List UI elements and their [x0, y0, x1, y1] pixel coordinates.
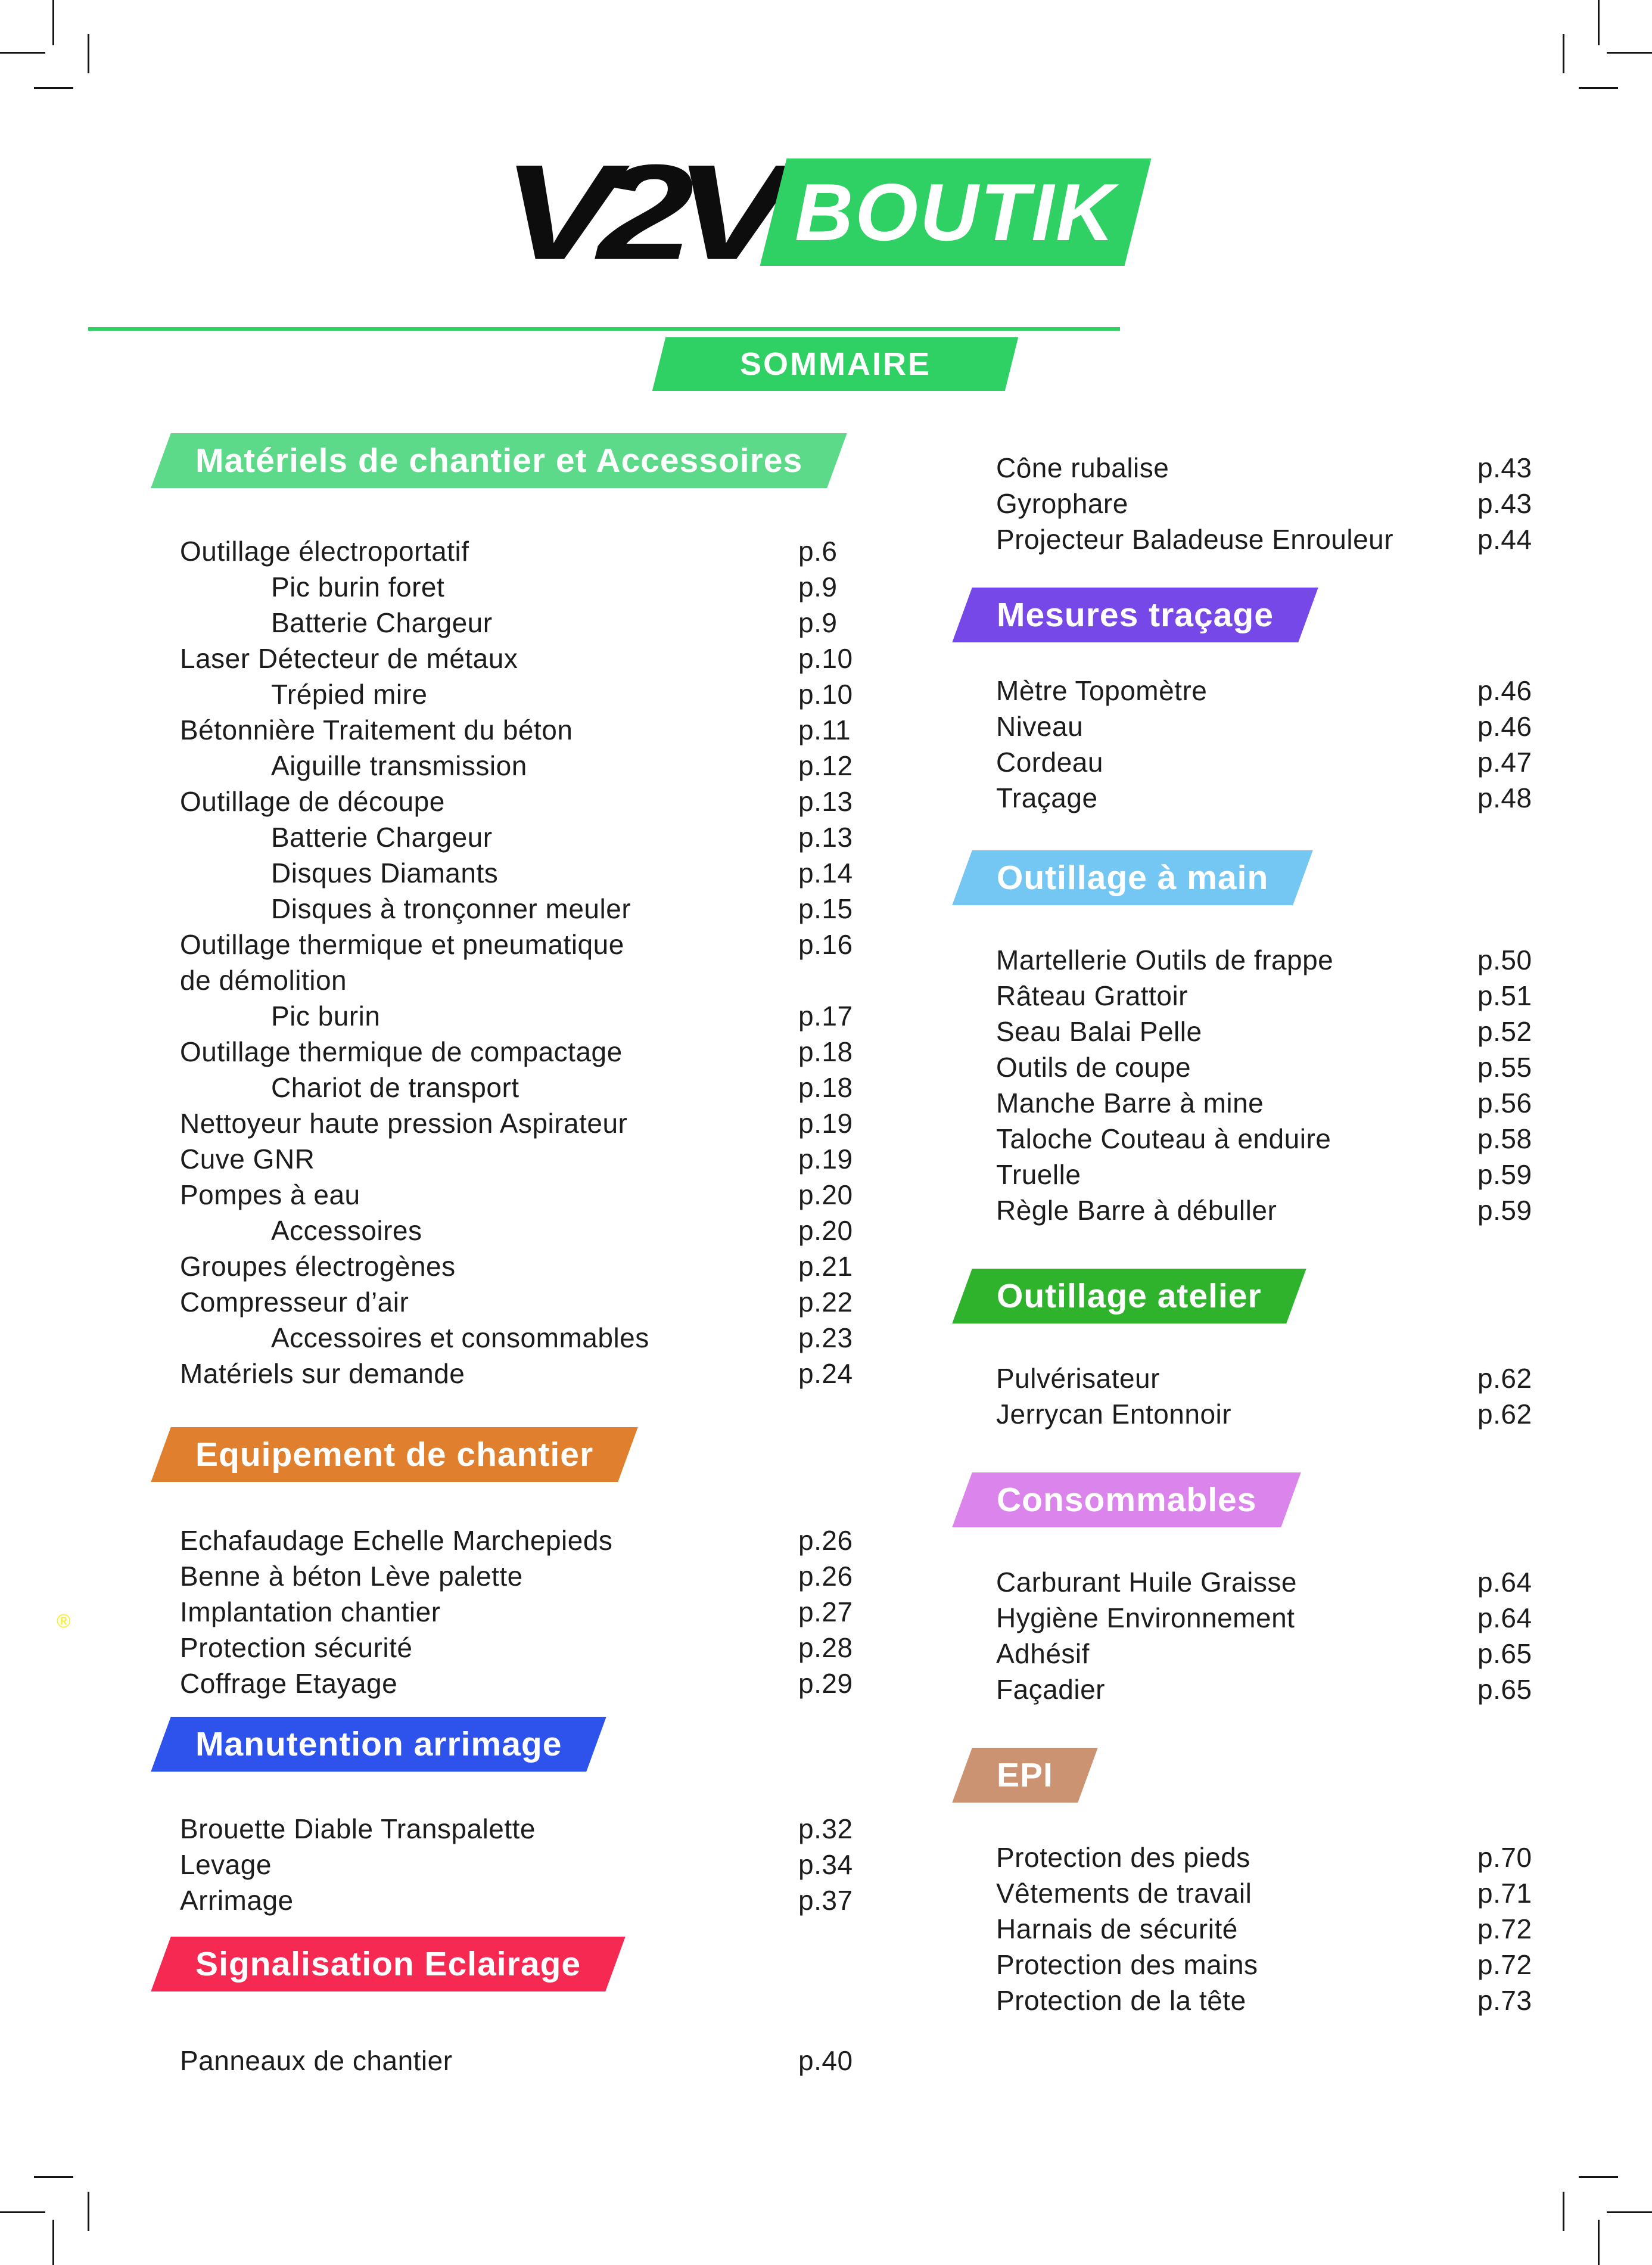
toc-row-manche-barre-a-mine	[962, 1085, 1652, 1121]
toc-entry-page-number: p.40	[798, 2045, 853, 2076]
toc-entry-label: Truelle	[996, 1159, 1081, 1190]
toc-entry-label: Outillage de découpe	[180, 786, 445, 817]
toc-row-projecteur-baladeuse-enrouleur	[962, 521, 1652, 557]
toc-entry-page-number: p.44	[1477, 524, 1532, 555]
toc-entry-page-number: p.46	[1477, 675, 1532, 706]
toc-entry-page-number: p.26	[798, 1525, 853, 1556]
section-banner-manutention-arrimage	[151, 1717, 606, 1772]
toc-entry-label: Trépied mire	[271, 679, 428, 710]
toc-row-cuve-gnr	[161, 1141, 929, 1177]
toc-entry-page-number: p.6	[798, 536, 838, 567]
toc-row-nettoyeur-haute-pression-aspirateur	[161, 1105, 929, 1141]
toc-entry-page-number: p.43	[1477, 488, 1532, 519]
toc-entry-label: Nettoyeur haute pression Aspirateur	[180, 1108, 628, 1139]
toc-entry-page-number: p.37	[798, 1885, 853, 1916]
toc-entry-page-number: p.64	[1477, 1602, 1532, 1633]
crop-mark	[0, 52, 45, 54]
toc-entry-label: Accessoires	[271, 1215, 422, 1246]
toc-entry-page-number: p.19	[798, 1108, 853, 1139]
crop-mark	[1607, 2211, 1652, 2213]
toc-row-pic-burin-foret	[161, 569, 929, 605]
toc-row-protection-de-la-tete	[962, 1983, 1652, 2018]
toc-entry-page-number: p.28	[798, 1632, 853, 1663]
toc-row-tracage	[962, 780, 1652, 816]
toc-entry-page-number: p.34	[798, 1849, 853, 1880]
toc-entry-label: Protection des pieds	[996, 1842, 1250, 1873]
toc-entry-page-number: p.16	[798, 929, 853, 960]
crop-mark	[1579, 87, 1618, 89]
toc-entry-page-number: p.62	[1477, 1363, 1532, 1394]
section-banner-label: Outillage atelier	[997, 1277, 1262, 1315]
crop-mark	[1563, 34, 1564, 73]
toc-row-jerrycan-entonnoir	[962, 1396, 1652, 1432]
toc-row-disques-a-tronconner-meuler	[161, 891, 929, 927]
toc-entry-page-number: p.29	[798, 1668, 853, 1699]
toc-row-chariot-de-transport	[161, 1070, 929, 1105]
toc-entry-page-number: p.19	[798, 1144, 853, 1175]
toc-row-pic-burin	[161, 998, 929, 1034]
toc-entry-label: Aiguille transmission	[271, 750, 527, 781]
toc-entry-page-number: p.32	[798, 1813, 853, 1844]
toc-entry-label: Outils de coupe	[996, 1052, 1191, 1083]
toc-row-pompes-a-eau	[161, 1177, 929, 1213]
toc-row-facadier	[962, 1671, 1652, 1707]
toc-entry-page-number: p.23	[798, 1322, 853, 1353]
toc-column-right	[962, 0, 1652, 2265]
toc-entry-page-number: p.55	[1477, 1052, 1532, 1083]
toc-entry-page-number: p.10	[798, 643, 853, 674]
toc-entry-label: Outillage thermique et pneumatique	[180, 929, 624, 960]
toc-entry-page-number: p.72	[1477, 1913, 1532, 1944]
toc-row-cordeau	[962, 744, 1652, 780]
toc-row-pulverisateur	[962, 1360, 1652, 1396]
section-banner-materiels-de-chantier-et-accessoires	[151, 433, 847, 488]
toc-row-seau-balai-pelle	[962, 1014, 1652, 1049]
toc-row-taloche-couteau-a-enduire	[962, 1121, 1652, 1157]
registered-mark-icon: ®	[57, 1610, 71, 1632]
toc-entry-label: Cuve GNR	[180, 1144, 315, 1175]
toc-row-disques-diamants	[161, 855, 929, 891]
toc-entry-label: Façadier	[996, 1674, 1105, 1705]
toc-entry-page-number: p.73	[1477, 1985, 1532, 2016]
toc-entry-label: Disques à tronçonner meuler	[271, 893, 631, 924]
toc-entry-label: Cône rubalise	[996, 452, 1169, 483]
toc-row-de-demolition	[161, 962, 929, 998]
toc-entry-label: Batterie Chargeur	[271, 822, 493, 853]
toc-entry-label: Outillage électroportatif	[180, 536, 469, 567]
toc-entry-label: Pic burin foret	[271, 571, 445, 602]
toc-entry-page-number: p.10	[798, 679, 853, 710]
toc-entry-label: Taloche Couteau à enduire	[996, 1123, 1331, 1154]
toc-row-truelle	[962, 1157, 1652, 1192]
toc-entry-label: Echafaudage Echelle Marchepieds	[180, 1525, 613, 1556]
toc-entry-page-number: p.14	[798, 857, 853, 888]
toc-row-outillage-thermique-de-compactage	[161, 1034, 929, 1070]
toc-row-harnais-de-securite	[962, 1911, 1652, 1947]
section-banner-equipement-de-chantier	[151, 1427, 638, 1482]
crop-mark	[34, 87, 73, 89]
toc-entry-label: Brouette Diable Transpalette	[180, 1813, 536, 1844]
crop-mark	[1579, 2176, 1618, 2178]
toc-entry-label: Seau Balai Pelle	[996, 1016, 1202, 1047]
toc-row-benne-a-beton-leve-palette	[161, 1558, 929, 1594]
toc-entry-label: Jerrycan Entonnoir	[996, 1399, 1232, 1430]
toc-entry-page-number: p.59	[1477, 1159, 1532, 1190]
crop-mark	[1563, 2192, 1564, 2231]
toc-entry-page-number: p.9	[798, 571, 838, 602]
toc-entry-page-number: p.15	[798, 893, 853, 924]
crop-mark	[1598, 0, 1600, 45]
toc-row-gyrophare	[962, 486, 1652, 521]
toc-entry-label: Mètre Topomètre	[996, 675, 1208, 706]
toc-entry-page-number: p.65	[1477, 1638, 1532, 1669]
toc-row-laser-detecteur-de-metaux	[161, 641, 929, 676]
toc-row-cone-rubalise	[962, 450, 1652, 486]
section-banner-mesures-tracage	[952, 588, 1318, 642]
toc-row-groupes-electrogenes	[161, 1248, 929, 1284]
toc-entry-label: Carburant Huile Graisse	[996, 1567, 1297, 1598]
toc-row-implantation-chantier	[161, 1594, 929, 1630]
toc-entry-label: Vêtements de travail	[996, 1878, 1252, 1909]
section-banner-label: Equipement de chantier	[195, 1436, 594, 1474]
toc-row-hygiene-environnement	[962, 1600, 1652, 1636]
toc-entry-label: Matériels sur demande	[180, 1358, 465, 1389]
toc-entry-page-number: p.71	[1477, 1878, 1532, 1909]
toc-entry-page-number: p.22	[798, 1287, 853, 1318]
toc-entry-label: Protection sécurité	[180, 1632, 413, 1663]
toc-entry-label: Batterie Chargeur	[271, 607, 493, 638]
toc-entry-page-number: p.17	[798, 1001, 853, 1031]
section-banner-signalisation-eclairage	[151, 1937, 626, 1991]
section-banner-epi	[952, 1748, 1097, 1803]
toc-row-rateau-grattoir	[962, 978, 1652, 1014]
toc-entry-label: Manche Barre à mine	[996, 1088, 1264, 1118]
toc-entry-label: Levage	[180, 1849, 272, 1880]
toc-column-left	[161, 0, 929, 2265]
toc-entry-label: Laser Détecteur de métaux	[180, 643, 518, 674]
toc-entry-page-number: p.18	[798, 1036, 853, 1067]
toc-entry-page-number: p.13	[798, 822, 853, 853]
toc-entry-page-number: p.48	[1477, 782, 1532, 813]
toc-entry-page-number: p.64	[1477, 1567, 1532, 1598]
toc-entry-label: Niveau	[996, 711, 1084, 742]
toc-row-carburant-huile-graisse	[962, 1564, 1652, 1600]
section-banner-label: Consommables	[997, 1481, 1257, 1519]
toc-row-outillage-de-decoupe	[161, 784, 929, 819]
toc-entry-label: Implantation chantier	[180, 1596, 441, 1627]
toc-entry-label: Gyrophare	[996, 488, 1128, 519]
toc-entry-page-number: p.56	[1477, 1088, 1532, 1118]
toc-entry-page-number: p.11	[798, 714, 851, 745]
toc-entry-label: Protection des mains	[996, 1949, 1258, 1980]
boutik-logo-label: BOUTIK	[795, 167, 1116, 257]
toc-row-panneaux-de-chantier	[161, 2043, 929, 2078]
toc-entry-label: Bétonnière Traitement du béton	[180, 714, 573, 745]
section-banner-outillage-atelier	[952, 1269, 1306, 1323]
crop-mark	[0, 2211, 45, 2213]
sommaire-title: SOMMAIRE	[739, 346, 931, 382]
section-banner-label: EPI	[997, 1756, 1053, 1794]
toc-entry-page-number: p.13	[798, 786, 853, 817]
toc-entry-label: Accessoires et consommables	[271, 1322, 649, 1353]
crop-mark	[1598, 2220, 1600, 2265]
toc-row-protection-securite	[161, 1630, 929, 1666]
crop-mark	[52, 2220, 54, 2265]
toc-row-outillage-electroportatif	[161, 533, 929, 569]
toc-row-materiels-sur-demande	[161, 1356, 929, 1391]
crop-mark	[1607, 52, 1652, 54]
toc-entry-label: Pompes à eau	[180, 1179, 360, 1210]
toc-entry-label: Hygiène Environnement	[996, 1602, 1295, 1633]
crop-mark	[52, 0, 54, 45]
toc-entry-page-number: p.12	[798, 750, 853, 781]
toc-entry-page-number: p.65	[1477, 1674, 1532, 1705]
toc-row-trepied-mire	[161, 676, 929, 712]
toc-entry-label: Râteau Grattoir	[996, 980, 1188, 1011]
toc-row-compresseur-d-air	[161, 1284, 929, 1320]
toc-entry-label: Panneaux de chantier	[180, 2045, 453, 2076]
toc-entry-page-number: p.47	[1477, 747, 1532, 778]
toc-entry-page-number: p.70	[1477, 1842, 1532, 1873]
toc-entry-page-number: p.20	[798, 1179, 853, 1210]
toc-row-outillage-thermique-et-pneumatique	[161, 927, 929, 962]
toc-entry-label: Traçage	[996, 782, 1098, 813]
toc-entry-page-number: p.50	[1477, 944, 1532, 975]
toc-entry-label: Disques Diamants	[271, 857, 499, 888]
toc-row-batterie-chargeur	[161, 819, 929, 855]
toc-entry-page-number: p.27	[798, 1596, 853, 1627]
toc-entry-label: Chariot de transport	[271, 1072, 519, 1103]
toc-row-aiguille-transmission	[161, 748, 929, 784]
toc-entry-page-number: p.58	[1477, 1123, 1532, 1154]
section-banner-label: Signalisation Eclairage	[195, 1945, 581, 1983]
toc-entry-label: Projecteur Baladeuse Enrouleur	[996, 524, 1394, 555]
section-banner-label: Outillage à main	[997, 859, 1269, 897]
toc-entry-page-number: p.9	[798, 607, 838, 638]
toc-entry-page-number: p.43	[1477, 452, 1532, 483]
toc-entry-page-number: p.20	[798, 1215, 853, 1246]
toc-entry-page-number: p.46	[1477, 711, 1532, 742]
toc-row-echafaudage-echelle-marchepieds	[161, 1523, 929, 1558]
toc-row-vetements-de-travail	[962, 1875, 1652, 1911]
toc-entry-label: Compresseur d’air	[180, 1287, 409, 1318]
toc-row-protection-des-pieds	[962, 1840, 1652, 1875]
toc-entry-label: Protection de la tête	[996, 1985, 1246, 2016]
toc-entry-label: Harnais de sécurité	[996, 1913, 1238, 1944]
toc-entry-page-number: p.21	[798, 1251, 853, 1282]
toc-row-brouette-diable-transpalette	[161, 1811, 929, 1847]
toc-entry-label: Martellerie Outils de frappe	[996, 944, 1334, 975]
toc-row-outils-de-coupe	[962, 1049, 1652, 1085]
toc-row-adhesif	[962, 1636, 1652, 1671]
toc-row-accessoires	[161, 1213, 929, 1248]
toc-entry-page-number: p.18	[798, 1072, 853, 1103]
toc-row-martellerie-outils-de-frappe	[962, 942, 1652, 978]
toc-row-metre-topometre	[962, 673, 1652, 709]
toc-entry-label: Arrimage	[180, 1885, 294, 1916]
toc-row-regle-barre-a-debuller	[962, 1192, 1652, 1228]
section-banner-outillage-a-main	[952, 850, 1313, 905]
toc-entry-page-number: p.51	[1477, 980, 1532, 1011]
crop-mark	[88, 34, 89, 73]
toc-entry-page-number: p.72	[1477, 1949, 1532, 1980]
toc-row-niveau	[962, 709, 1652, 744]
toc-entry-page-number: p.62	[1477, 1399, 1532, 1430]
section-banner-label: Manutention arrimage	[195, 1725, 562, 1763]
section-banner-label: Matériels de chantier et Accessoires	[195, 442, 803, 480]
toc-entry-label: Coffrage Etayage	[180, 1668, 398, 1699]
toc-row-betonniere-traitement-du-beton	[161, 712, 929, 748]
section-banner-label: Mesures traçage	[997, 596, 1274, 634]
toc-entry-label: de démolition	[180, 965, 347, 996]
crop-mark	[34, 2176, 73, 2178]
toc-entry-label: Pulvérisateur	[996, 1363, 1160, 1394]
toc-row-accessoires-et-consommables	[161, 1320, 929, 1356]
toc-entry-label: Adhésif	[996, 1638, 1090, 1669]
toc-entry-label: Pic burin	[271, 1001, 381, 1031]
toc-entry-label: Benne à béton Lève palette	[180, 1561, 523, 1592]
toc-row-arrimage	[161, 1882, 929, 1918]
toc-entry-page-number: p.59	[1477, 1195, 1532, 1226]
toc-entry-page-number: p.24	[798, 1358, 853, 1389]
toc-entry-label: Cordeau	[996, 747, 1103, 778]
toc-entry-page-number: p.26	[798, 1561, 853, 1592]
toc-entry-label: Outillage thermique de compactage	[180, 1036, 623, 1067]
section-banner-consommables	[952, 1472, 1301, 1527]
toc-row-levage	[161, 1847, 929, 1882]
toc-row-batterie-chargeur	[161, 605, 929, 641]
toc-entry-page-number: p.52	[1477, 1016, 1532, 1047]
crop-mark	[88, 2192, 89, 2231]
toc-entry-label: Groupes électrogènes	[180, 1251, 456, 1282]
toc-row-coffrage-etayage	[161, 1666, 929, 1701]
v2v-logo: V2V	[502, 136, 770, 288]
toc-entry-label: Règle Barre à débuller	[996, 1195, 1277, 1226]
toc-row-protection-des-mains	[962, 1947, 1652, 1983]
